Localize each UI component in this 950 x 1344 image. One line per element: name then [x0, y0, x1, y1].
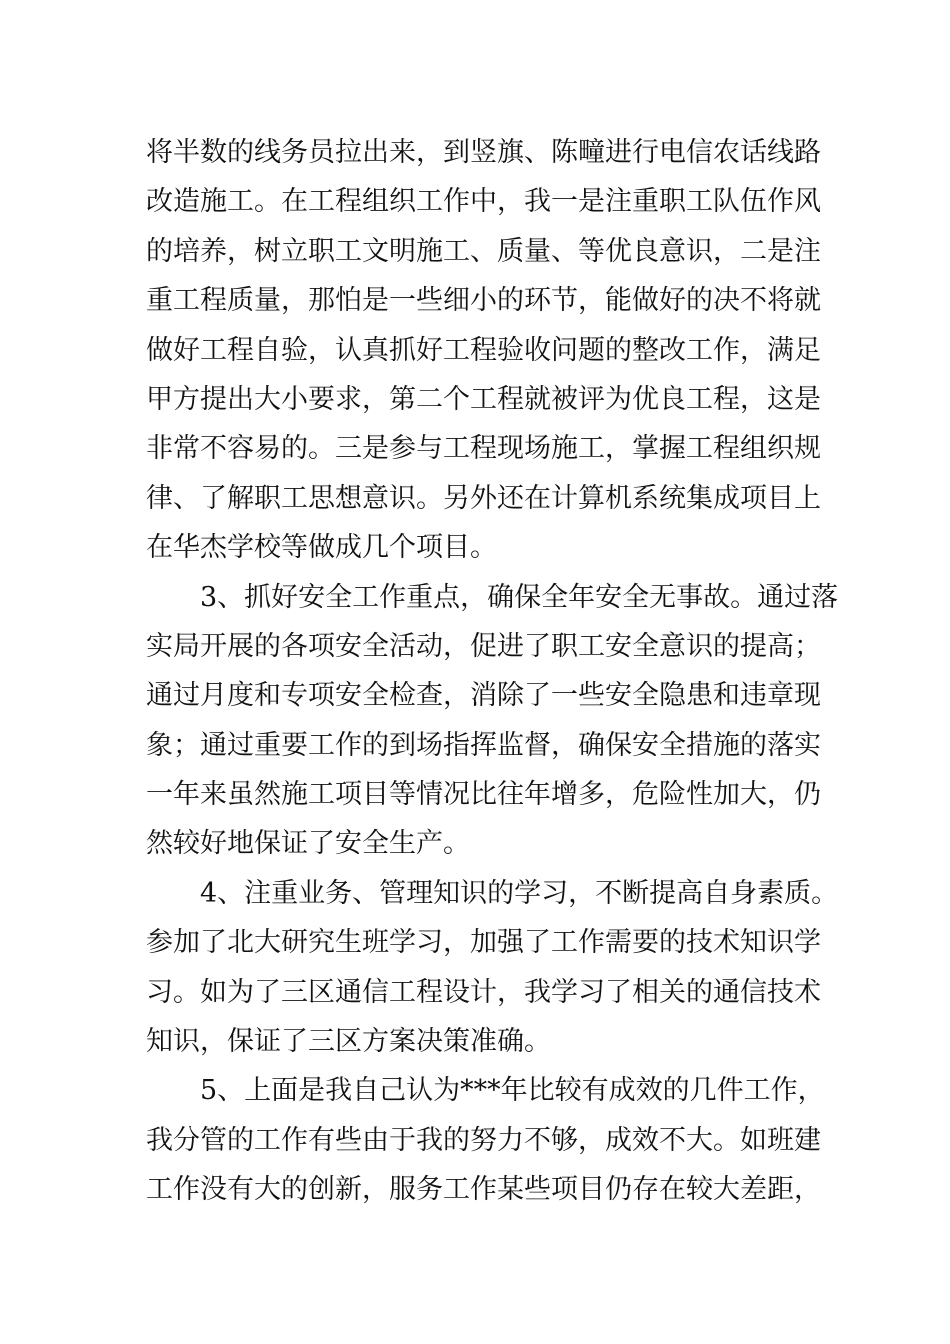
text-line: 通过月度和专项安全检查，消除了一些安全隐患和违章现: [146, 680, 821, 712]
text-line: 我分管的工作有些由于我的努力不够，成效不大。如班建: [146, 1124, 821, 1156]
text-line: 在华杰学校等做成几个项目。: [146, 532, 497, 564]
text-line: 然较好地保证了安全生产。: [146, 828, 470, 860]
text-line: 非常不容易的。三是参与工程现场施工，掌握工程组织规: [146, 433, 821, 465]
text-line: 一年来虽然施工项目等情况比往年增多，危险性加大，仍: [146, 779, 821, 811]
text-line: 做好工程自验，认真抓好工程验收问题的整改工作，满足: [146, 334, 821, 366]
text-line: 习。如为了三区通信工程设计，我学习了相关的通信技术: [146, 976, 821, 1008]
text-line: 甲方提出大小要求，第二个工程就被评为优良工程，这是: [146, 383, 821, 415]
text-line: 工作没有大的创新，服务工作某些项目仍存在较大差距，: [146, 1174, 821, 1206]
text-line: 将半数的线务员拉出来，到竖旗、陈疃进行电信农话线路: [146, 137, 821, 168]
text-line: 重工程质量，那怕是一些细小的环节，能做好的决不将就: [146, 285, 821, 317]
text-line: 实局开展的各项安全活动，促进了职工安全意识的提高；: [146, 630, 821, 662]
text-line: 律、了解职工思想意识。另外还在计算机系统集成项目上: [146, 482, 821, 514]
paragraph-4-start: 4、注重业务、管理知识的学习，不断提高自身素质。: [200, 877, 839, 909]
text-line: 改造施工。在工程组织工作中，我一是注重职工队伍作风: [146, 186, 821, 218]
paragraph-3-start: 3、抓好安全工作重点，确保全年安全无事故。通过落: [200, 581, 839, 613]
text-line: 象；通过重要工作的到场指挥监督，确保安全措施的落实: [146, 729, 821, 761]
text-line: 知识，保证了三区方案决策准确。: [146, 1026, 551, 1058]
text-line: 的培养，树立职工文明施工、质量、等优良意识，二是注: [146, 235, 821, 267]
text-line: 参加了北大研究生班学习，加强了工作需要的技术知识学: [146, 927, 821, 959]
paragraph-5-start: 5、上面是我自己认为***年比较有成效的几件工作，: [200, 1075, 825, 1107]
document-body: [146, 128, 839, 1215]
